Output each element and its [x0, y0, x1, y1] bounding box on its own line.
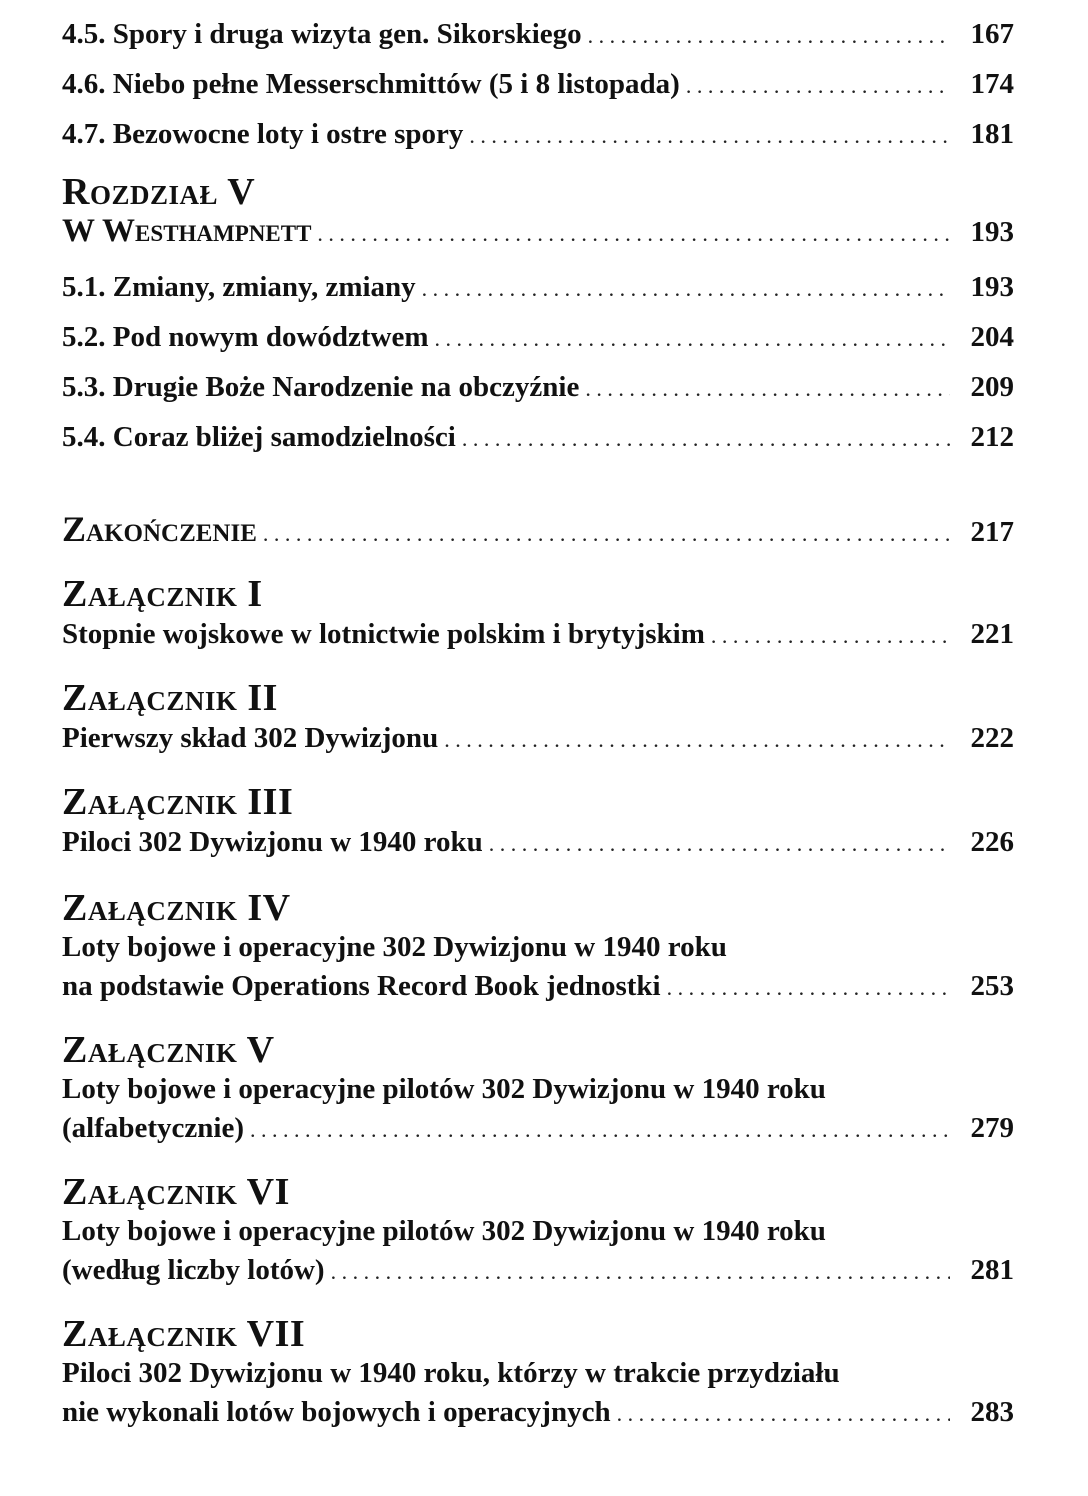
page-number: 217	[970, 516, 1014, 548]
page-number: 209	[970, 371, 1014, 403]
appendix-title: Załącznik I	[62, 573, 263, 615]
chapter-title: Rozdział V	[62, 171, 256, 213]
toc-entry-appendix-5[interactable]	[62, 1108, 1014, 1150]
appendix-description: Piloci 302 Dywizjonu w 1940 roku	[62, 826, 483, 858]
toc-entry-appendix-2[interactable]	[62, 718, 1014, 760]
toc-entry-5-4[interactable]	[62, 417, 1014, 459]
toc-entry-5-2[interactable]	[62, 317, 1014, 359]
page-number: 193	[970, 216, 1014, 248]
appendix-description: (alfabetycznie)	[62, 1112, 244, 1144]
page-number: 221	[970, 618, 1014, 650]
appendix-5-block	[62, 1030, 1014, 1150]
appendix-description: (według liczby lotów)	[62, 1254, 325, 1286]
chapter-5-sections	[62, 267, 1014, 459]
dot-leader	[263, 512, 950, 556]
chapter-5-block	[62, 172, 1014, 253]
appendix-description-line: Loty bojowe i operacyjne 302 Dywizjonu w 1940 roku	[62, 931, 727, 963]
toc-entry-4-6[interactable]	[62, 64, 1014, 106]
dot-leader	[444, 720, 950, 760]
dot-leader	[711, 616, 950, 656]
page-number: 174	[970, 68, 1014, 100]
dot-leader	[422, 269, 950, 309]
appendix-title: Załącznik VII	[62, 1313, 306, 1355]
page-number: 226	[970, 826, 1014, 858]
appendix-7-block	[62, 1314, 1014, 1434]
appendix-title: Załącznik IV	[62, 887, 291, 929]
appendix-description: nie wykonali lotów bojowych i operacyjnych	[62, 1396, 611, 1428]
appendix-3-block	[62, 782, 1014, 864]
dot-leader	[331, 1252, 950, 1292]
appendix-description: Pierwszy skład 302 Dywizjonu	[62, 722, 439, 754]
page-number: 253	[970, 970, 1014, 1002]
toc-entry-4-7[interactable]	[62, 114, 1014, 156]
dot-leader	[588, 16, 950, 56]
toc-entry-5-1[interactable]	[62, 267, 1014, 309]
dot-leader	[250, 1110, 950, 1150]
appendix-2-block	[62, 678, 1014, 760]
table-of-contents	[62, 14, 1014, 1434]
page-number: 283	[970, 1396, 1014, 1428]
entry-label: 5.1. Zmiany, zmiany, zmiany	[62, 271, 416, 303]
appendix-1-block	[62, 574, 1014, 656]
page-number: 193	[970, 271, 1014, 303]
dot-leader	[489, 824, 950, 864]
dot-leader	[462, 419, 950, 459]
toc-entry-5-3[interactable]	[62, 367, 1014, 409]
dot-leader	[686, 66, 950, 106]
dot-leader	[585, 369, 950, 409]
page-number: 181	[970, 118, 1014, 150]
toc-entry-appendix-1[interactable]	[62, 614, 1014, 656]
page-number: 204	[970, 321, 1014, 353]
entry-label: 5.2. Pod nowym dowództwem	[62, 321, 429, 353]
appendix-title: Załącznik VI	[62, 1171, 290, 1213]
appendix-6-block	[62, 1172, 1014, 1292]
appendix-4-block	[62, 888, 1014, 1008]
dot-leader	[617, 1394, 950, 1434]
page-number: 167	[970, 18, 1014, 50]
appendix-description: Stopnie wojskowe w lotnictwie polskim i brytyjskim	[62, 618, 705, 650]
entry-label: 4.6. Niebo pełne Messerschmittów (5 i 8 listopada)	[62, 68, 680, 100]
toc-entry-4-5[interactable]	[62, 14, 1014, 56]
dot-leader	[469, 116, 950, 156]
appendix-description-line: Loty bojowe i operacyjne pilotów 302 Dywizjonu w 1940 roku	[62, 1215, 826, 1247]
appendix-description-line: Piloci 302 Dywizjonu w 1940 roku, którzy w trakcie przydziału	[62, 1357, 840, 1389]
page-number: 281	[970, 1254, 1014, 1286]
page-number: 222	[970, 722, 1014, 754]
toc-entry-appendix-4[interactable]	[62, 966, 1014, 1008]
appendix-description-line: Loty bojowe i operacyjne pilotów 302 Dywizjonu w 1940 roku	[62, 1073, 826, 1105]
page-number: 279	[970, 1112, 1014, 1144]
entry-label: 4.5. Spory i druga wizyta gen. Sikorskiego	[62, 18, 582, 50]
appendix-title: Załącznik III	[62, 781, 294, 823]
toc-entry-appendix-6[interactable]	[62, 1250, 1014, 1292]
toc-entry-appendix-7[interactable]	[62, 1392, 1014, 1434]
appendix-title: Załącznik V	[62, 1029, 275, 1071]
page-number: 212	[970, 421, 1014, 453]
conclusion-title: Zakończenie	[62, 509, 257, 549]
entry-label: 5.3. Drugie Boże Narodzenie na obczyźnie	[62, 371, 580, 403]
chapter-subtitle: W Westhampnett	[62, 213, 312, 249]
dot-leader	[317, 215, 950, 253]
toc-entry-conclusion[interactable]	[62, 507, 1014, 556]
entry-label: 4.7. Bezowocne loty i ostre spory	[62, 118, 464, 150]
toc-entry-chapter-5[interactable]	[62, 212, 1014, 253]
toc-entry-appendix-3[interactable]	[62, 822, 1014, 864]
entry-label: 5.4. Coraz bliżej samodzielności	[62, 421, 456, 453]
appendix-title: Załącznik II	[62, 677, 278, 719]
appendix-description: na podstawie Operations Record Book jednostki	[62, 970, 661, 1002]
dot-leader	[667, 968, 950, 1008]
dot-leader	[435, 319, 950, 359]
